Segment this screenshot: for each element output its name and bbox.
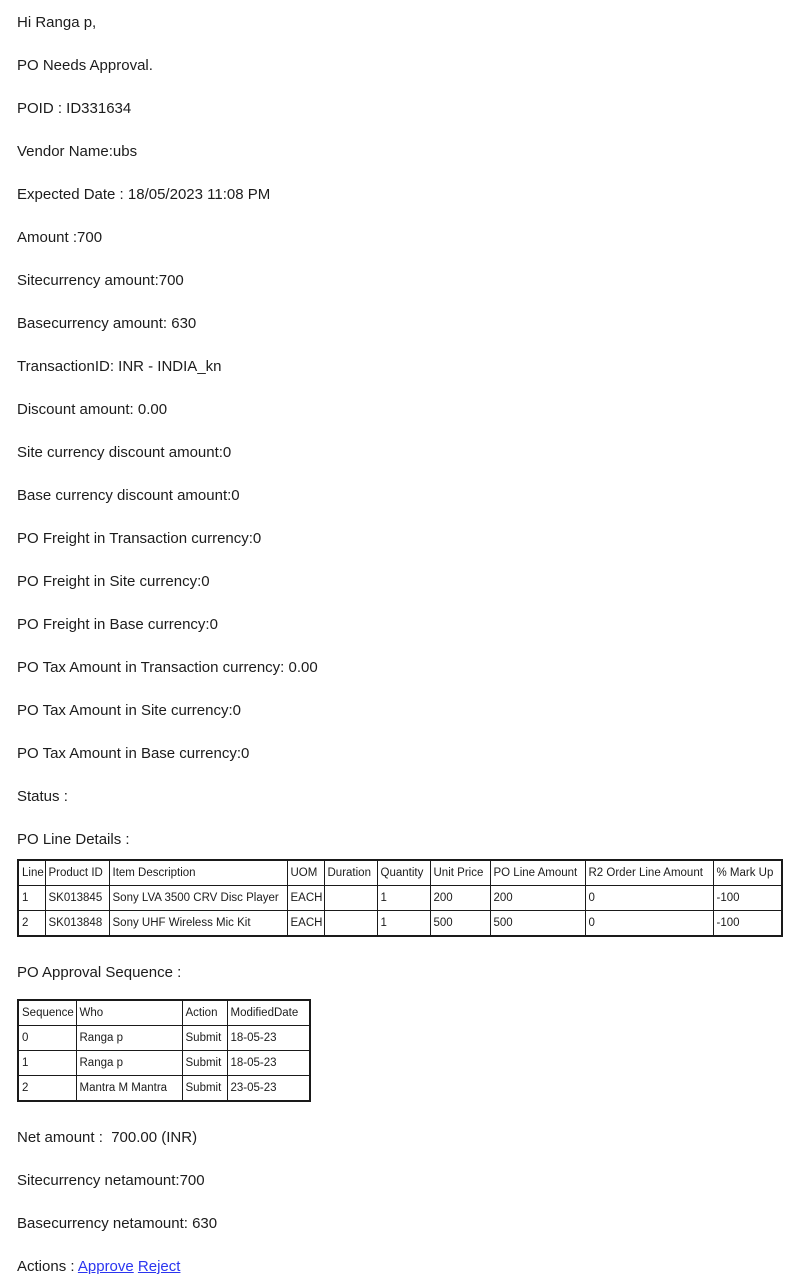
expected-date-line: Expected Date : 18/05/2023 11:08 PM [17,186,271,203]
status-line: Status : [17,788,68,805]
po-freight-site-line: PO Freight in Site currency:0 [17,573,210,590]
po-freight-transaction-line: PO Freight in Transaction currency:0 [17,530,262,547]
po-tax-site-line: PO Tax Amount in Site currency:0 [17,702,241,719]
po-freight-base-line: PO Freight in Base currency:0 [17,616,218,633]
column-header-item-description: Item Description [109,860,287,886]
actions-label: Actions : [17,1258,75,1275]
table-cell: SK013848 [45,911,109,937]
table-cell: Ranga p [76,1026,182,1051]
approval-message-line: PO Needs Approval. [17,57,153,74]
actions-line [17,1258,790,1276]
table-cell: 1 [377,886,430,911]
discount-amount-line: Discount amount: 0.00 [17,401,168,418]
approve-link[interactable]: Approve [77,1258,134,1275]
table-row [18,886,782,911]
table-row [18,1026,310,1051]
table-cell: EACH [287,911,324,937]
table-cell: 0 [585,886,713,911]
table-row [18,1076,310,1102]
table-cell: Ranga p [76,1051,182,1076]
basecurrency-netamount-line: Basecurrency netamount: 630 [17,1215,218,1232]
reject-link[interactable]: Reject [137,1258,181,1275]
column-header-sequence: Sequence [18,1000,76,1026]
table-cell [324,886,377,911]
table-cell: -100 [713,911,782,937]
column-header-duration: Duration [324,860,377,886]
table-cell [324,911,377,937]
sitecurrency-netamount-line: Sitecurrency netamount:700 [17,1172,205,1189]
table-cell: 2 [18,1076,76,1102]
column-header-product-id: Product ID [45,860,109,886]
greeting-line: Hi Ranga p, [17,14,97,31]
table-cell: Submit [182,1026,227,1051]
column-header-modified-date: ModifiedDate [227,1000,310,1026]
table-cell: 200 [430,886,490,911]
amount-line: Amount :700 [17,229,103,246]
table-cell: Sony LVA 3500 CRV Disc Player [109,886,287,911]
po-tax-transaction-line: PO Tax Amount in Transaction currency: 0.00 [17,659,318,676]
table-row [18,911,782,937]
transaction-id-line: TransactionID: INR - INDIA_kn [17,358,222,375]
table-cell: Submit [182,1076,227,1102]
table-cell: 1 [18,1051,76,1076]
po-approval-sequence-table [17,999,311,1102]
table-cell: 500 [430,911,490,937]
po-approval-sequence-heading: PO Approval Sequence : [17,964,182,981]
table-cell: 1 [377,911,430,937]
table-cell: 1 [18,886,45,911]
table-cell: -100 [713,886,782,911]
column-header-who: Who [76,1000,182,1026]
table-cell: 200 [490,886,585,911]
sitecurrency-amount-line: Sitecurrency amount:700 [17,272,184,289]
site-currency-discount-line: Site currency discount amount:0 [17,444,232,461]
column-header-quantity: Quantity [377,860,430,886]
po-line-details-table [17,859,783,937]
po-table-header-row [18,860,782,886]
table-cell: 500 [490,911,585,937]
table-cell: Sony UHF Wireless Mic Kit [109,911,287,937]
table-row [18,1051,310,1076]
table-cell: 18-05-23 [227,1051,310,1076]
column-header-r2-order-line-amount: R2 Order Line Amount [585,860,713,886]
basecurrency-amount-line: Basecurrency amount: 630 [17,315,197,332]
column-header-unit-price: Unit Price [430,860,490,886]
column-header-uom: UOM [287,860,324,886]
base-currency-discount-line: Base currency discount amount:0 [17,487,240,504]
table-cell: 18-05-23 [227,1026,310,1051]
table-cell: EACH [287,886,324,911]
table-cell: 2 [18,911,45,937]
column-header-po-line-amount: PO Line Amount [490,860,585,886]
po-tax-base-line: PO Tax Amount in Base currency:0 [17,745,250,762]
table-cell: 23-05-23 [227,1076,310,1102]
net-amount-line: Net amount : 700.00 (INR) [17,1129,198,1146]
column-header-line: Line [18,860,45,886]
table-cell: Submit [182,1051,227,1076]
table-cell: SK013845 [45,886,109,911]
column-header-mark-up: % Mark Up [713,860,782,886]
approval-table-header-row [18,1000,310,1026]
table-cell: 0 [585,911,713,937]
table-cell: Mantra M Mantra [76,1076,182,1102]
vendor-name-line: Vendor Name:ubs [17,143,138,160]
table-cell: 0 [18,1026,76,1051]
poid-line: POID : ID331634 [17,100,132,117]
column-header-action: Action [182,1000,227,1026]
po-line-details-heading: PO Line Details : [17,831,130,848]
